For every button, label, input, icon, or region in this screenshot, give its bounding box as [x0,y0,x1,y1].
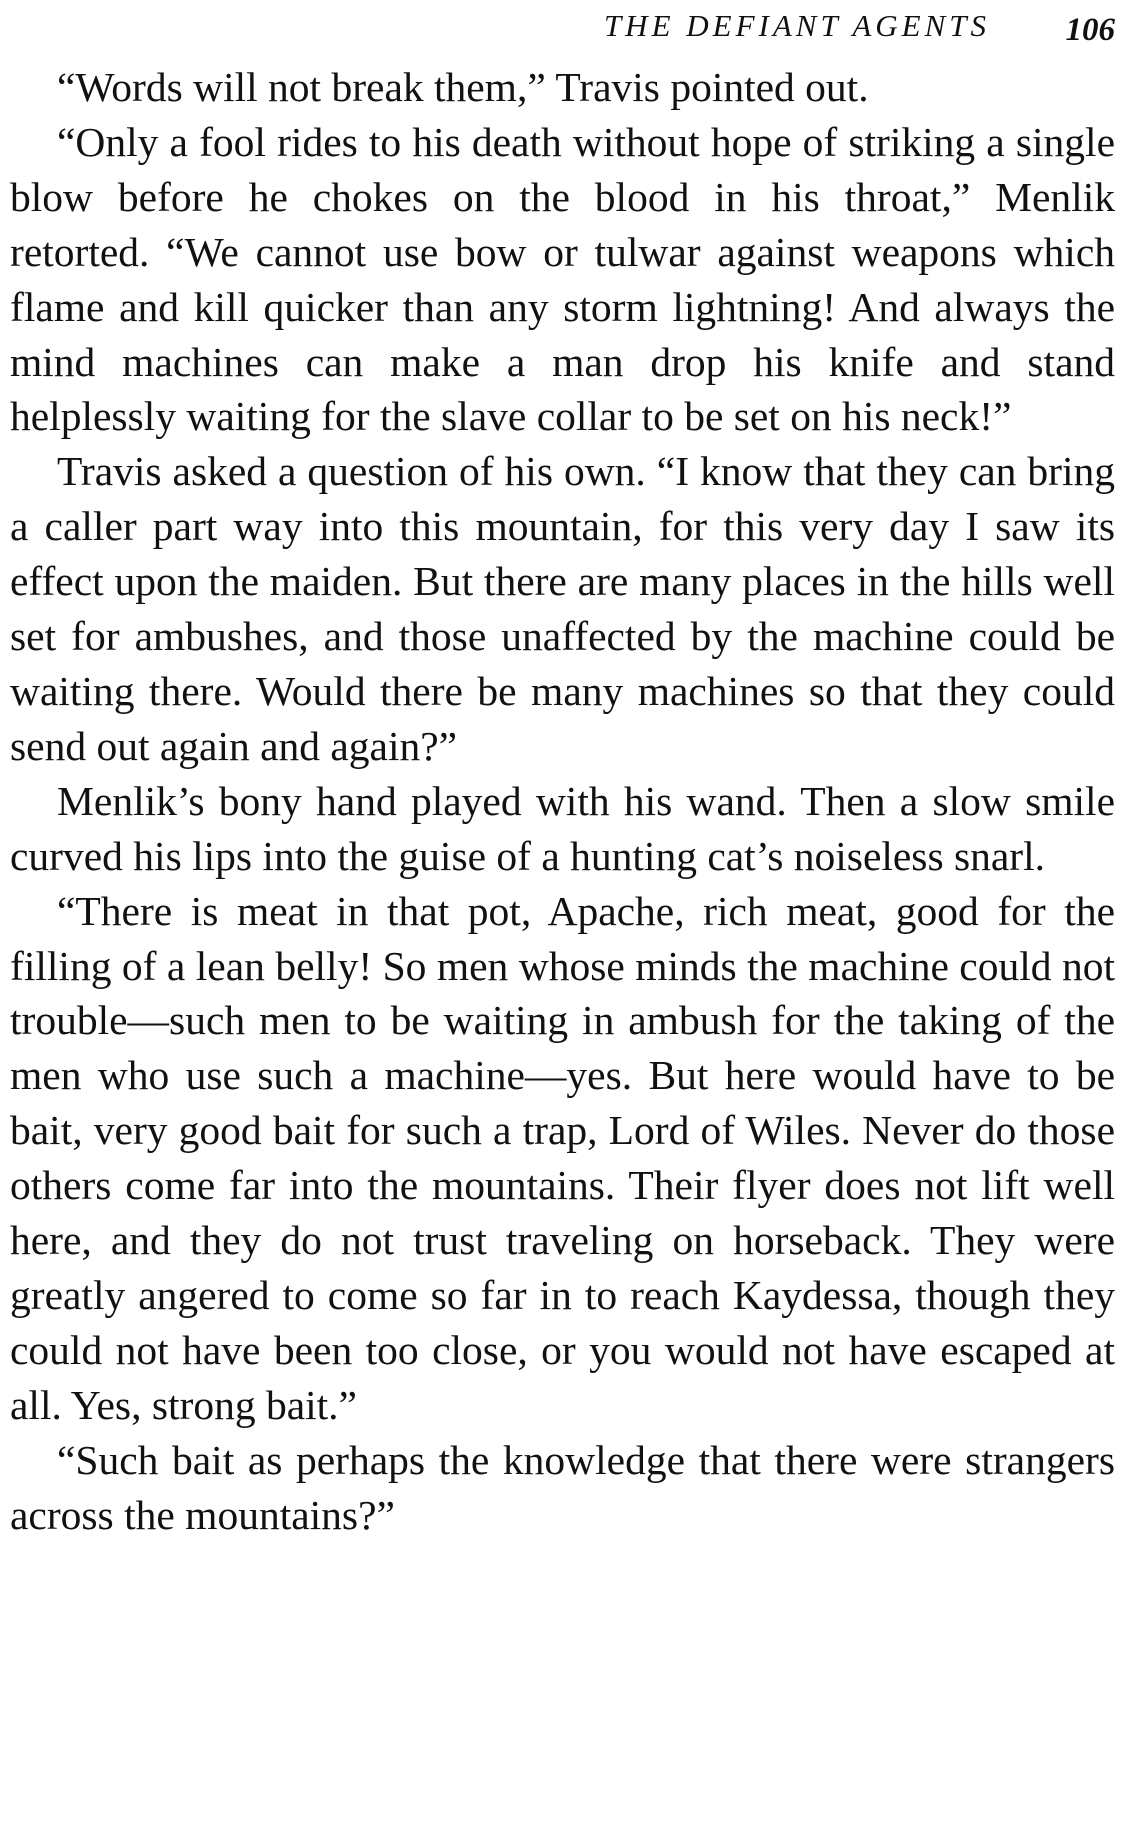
running-head [0,6,1115,54]
body-text [10,60,1115,1542]
paragraph: “Only a fool rides to his death without hope of striking a single blow before he chokes on the blood in his throat,” Menlik retorted. “We cannot use bow or tulwar against weapons which flame and kill quicker than any storm lightning! And always the mind machines can make a man drop his knife and stand helplessly waiting for the slave collar to be set on his neck!” [10,118,1115,440]
page-number: 106 [1065,12,1115,48]
paragraph: “There is meat in that pot, Apache, rich meat, good for the filling of a lean belly! So men whose minds the machine could not trouble—such men to be waiting in ambush for the taking of the men who use such a machine—yes. But here would have to be bait, very good bait for such a trap, Lord of Wiles. Never do those others come far into the mountains. Their flyer does not lift well here, and they do not trust traveling on horseback. They were greatly angered to come so far in to reach Kaydessa, though they could not have been too close, or you would not have escaped at all. Yes, strong bait.” [10,887,1115,1428]
paragraph: Travis asked a question of his own. “I know that they can bring a caller part way into this mountain, for this very day I saw its effect upon the maiden. But there are many places in the hills well set for ambushes, and those unaffected by the machine could be waiting there. Would there be many machines so that they could send out again and again?” [10,448,1115,769]
paragraph: Menlik’s bony hand played with his wand. Then a slow smile curved his lips into the guise of a hunting cat’s noiseless snarl. [10,777,1115,879]
paragraph: “Such bait as perhaps the knowledge that there were strangers across the mountains?” [10,1436,1115,1538]
running-title: THE DEFIANT AGENTS [603,8,990,43]
paragraph: “Words will not break them,” Travis pointed out. [57,64,869,110]
